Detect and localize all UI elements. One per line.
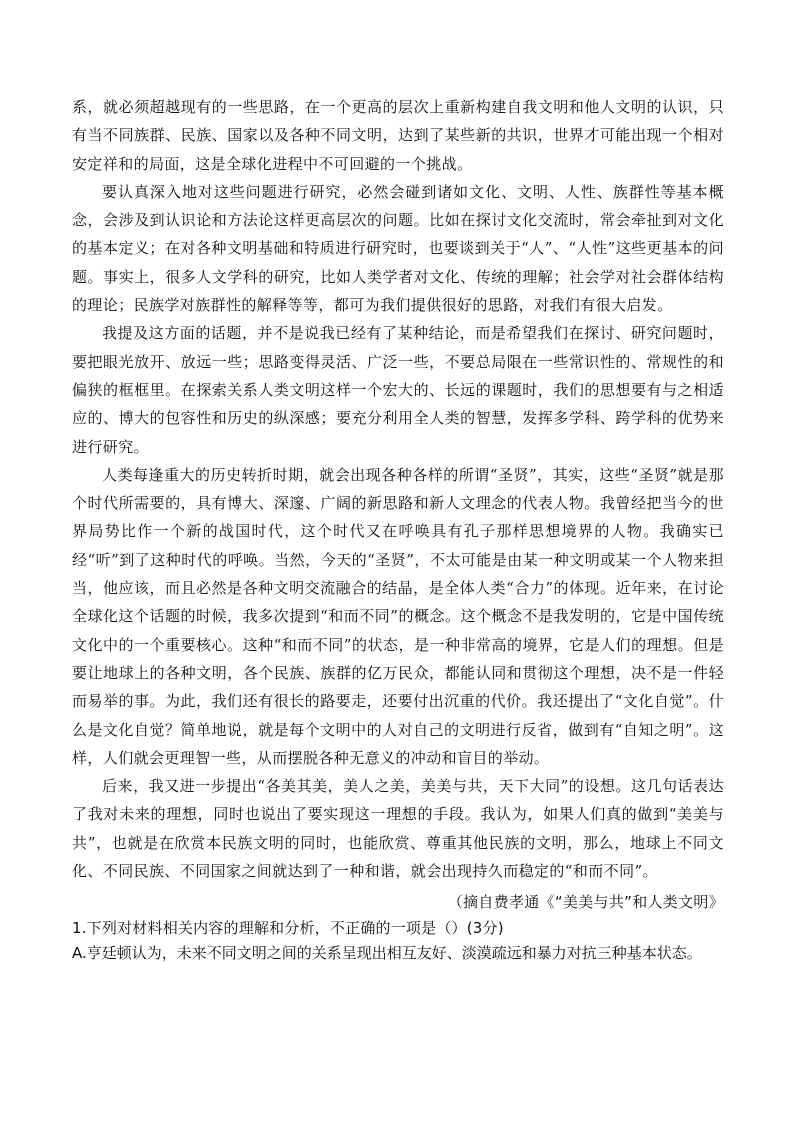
paragraph-4: 人类每逢重大的历史转折时期，就会出现各种各样的所谓“圣贤”，其实，这些“圣贤”就是那个时代所需要的，具有博大、深邃、广阔的新思路和新人文理念的代表人物。我曾经把当今的世界局势比作一个新的战国时代，这个时代又在呼唤具有孔子那样思想境界的人物。我确实已经“听”到了这种时代的呼唤。当然，今天的“圣贤”，不太可能是由某一种文明或某一个人物来担当，他应该，而且必然是各种文明交流融合的结晶，是全体人类“合力”的体现。近年来，在讨论全球化这个话题的时候，我多次提到“和而不同”的概念。这个概念不是我发明的，它是中国传统文化中的一个重要核心。这种“和而不同”的状态，是一种非常高的境界，它是人们的理想。但是要让地球上的各种文明，各个民族、族群的亿万民众，都能认同和贯彻这个理想，决不是一件轻而易举的事。为此，我们还有很长的路要走，还要付出沉重的代价。我还提出了“文化自觉”。什么是文化自觉？简单地说，就是每个文明中的人对自己的文明进行反省，做到有“自知之明”。这样，人们就会更理智一些，从而摆脱各种无意义的冲动和盲目的举动。 (72, 465, 724, 767)
question-stem: 1.下列对材料相关内容的理解和分析，不正确的一项是（）(3分) (72, 919, 504, 938)
source-citation: （摘自费孝通《“美美与共”和人类文明》 (447, 893, 724, 912)
paragraph-1: 系，就必须超越现有的一些思路，在一个更高的层次上重新构建自我文明和他人文明的认识，只有当不同族群、民族、国家以及各种不同文明，达到了某些新的共识，世界才可能出现一个相对安定祥和的局面，这是全球化进程中不可回避的一个挑战。 (72, 98, 724, 173)
paragraph-2: 要认真深入地对这些问题进行研究，必然会碰到诸如文化、文明、人性、族群性等基本概念，会涉及到认识论和方法论这样更高层次的问题。比如在探讨文化交流时，常会牵扯到对文化的基本定义；在对各种文明基础和特质进行研究时，也要谈到关于“人”、“人性”这些更基本的问题。事实上，很多人文学科的研究，比如人类学者对文化、传统的理解；社会学对社会群体结构的理论；民族学对族群性的解释等等，都可为我们提供很好的思路，对我们有很大启发。 (72, 182, 724, 315)
document-page (72, 93, 724, 965)
paragraph-3: 我提及这方面的话题，并不是说我已经有了某种结论，而是希望我们在探讨、研究问题时，要把眼光放开、放远一些；思路变得灵活、广泛一些，不要总局限在一些常识性的、常规性的和偏狭的框框里。在探索关系人类文明这样一个宏大的、长远的课题时，我们的思想要有与之相适应的、博大的包容性和历史的纵深感；要充分利用全人类的智慧，发挥多学科、跨学科的优势来进行研究。 (72, 324, 724, 456)
paragraph-5: 后来，我又进一步提出“各美其美，美人之美，美美与共，天下大同”的设想。这几句话表达了我对未来的理想，同时也说出了要实现这一理想的手段。我认为，如果人们真的做到“美美与共”，也就是在欣赏本民族文明的同时，也能欣赏、尊重其他民族的文明，那么，地球上不同文化、不同民族、不同国家之间就达到了一种和谐，就会出现持久而稳定的“和而不同”。 (72, 777, 724, 881)
question-option-a: A.亨廷顿认为，未来不同文明之间的关系呈现出相互友好、淡漠疏远和暴力对抗三种基本状态。 (72, 944, 702, 963)
